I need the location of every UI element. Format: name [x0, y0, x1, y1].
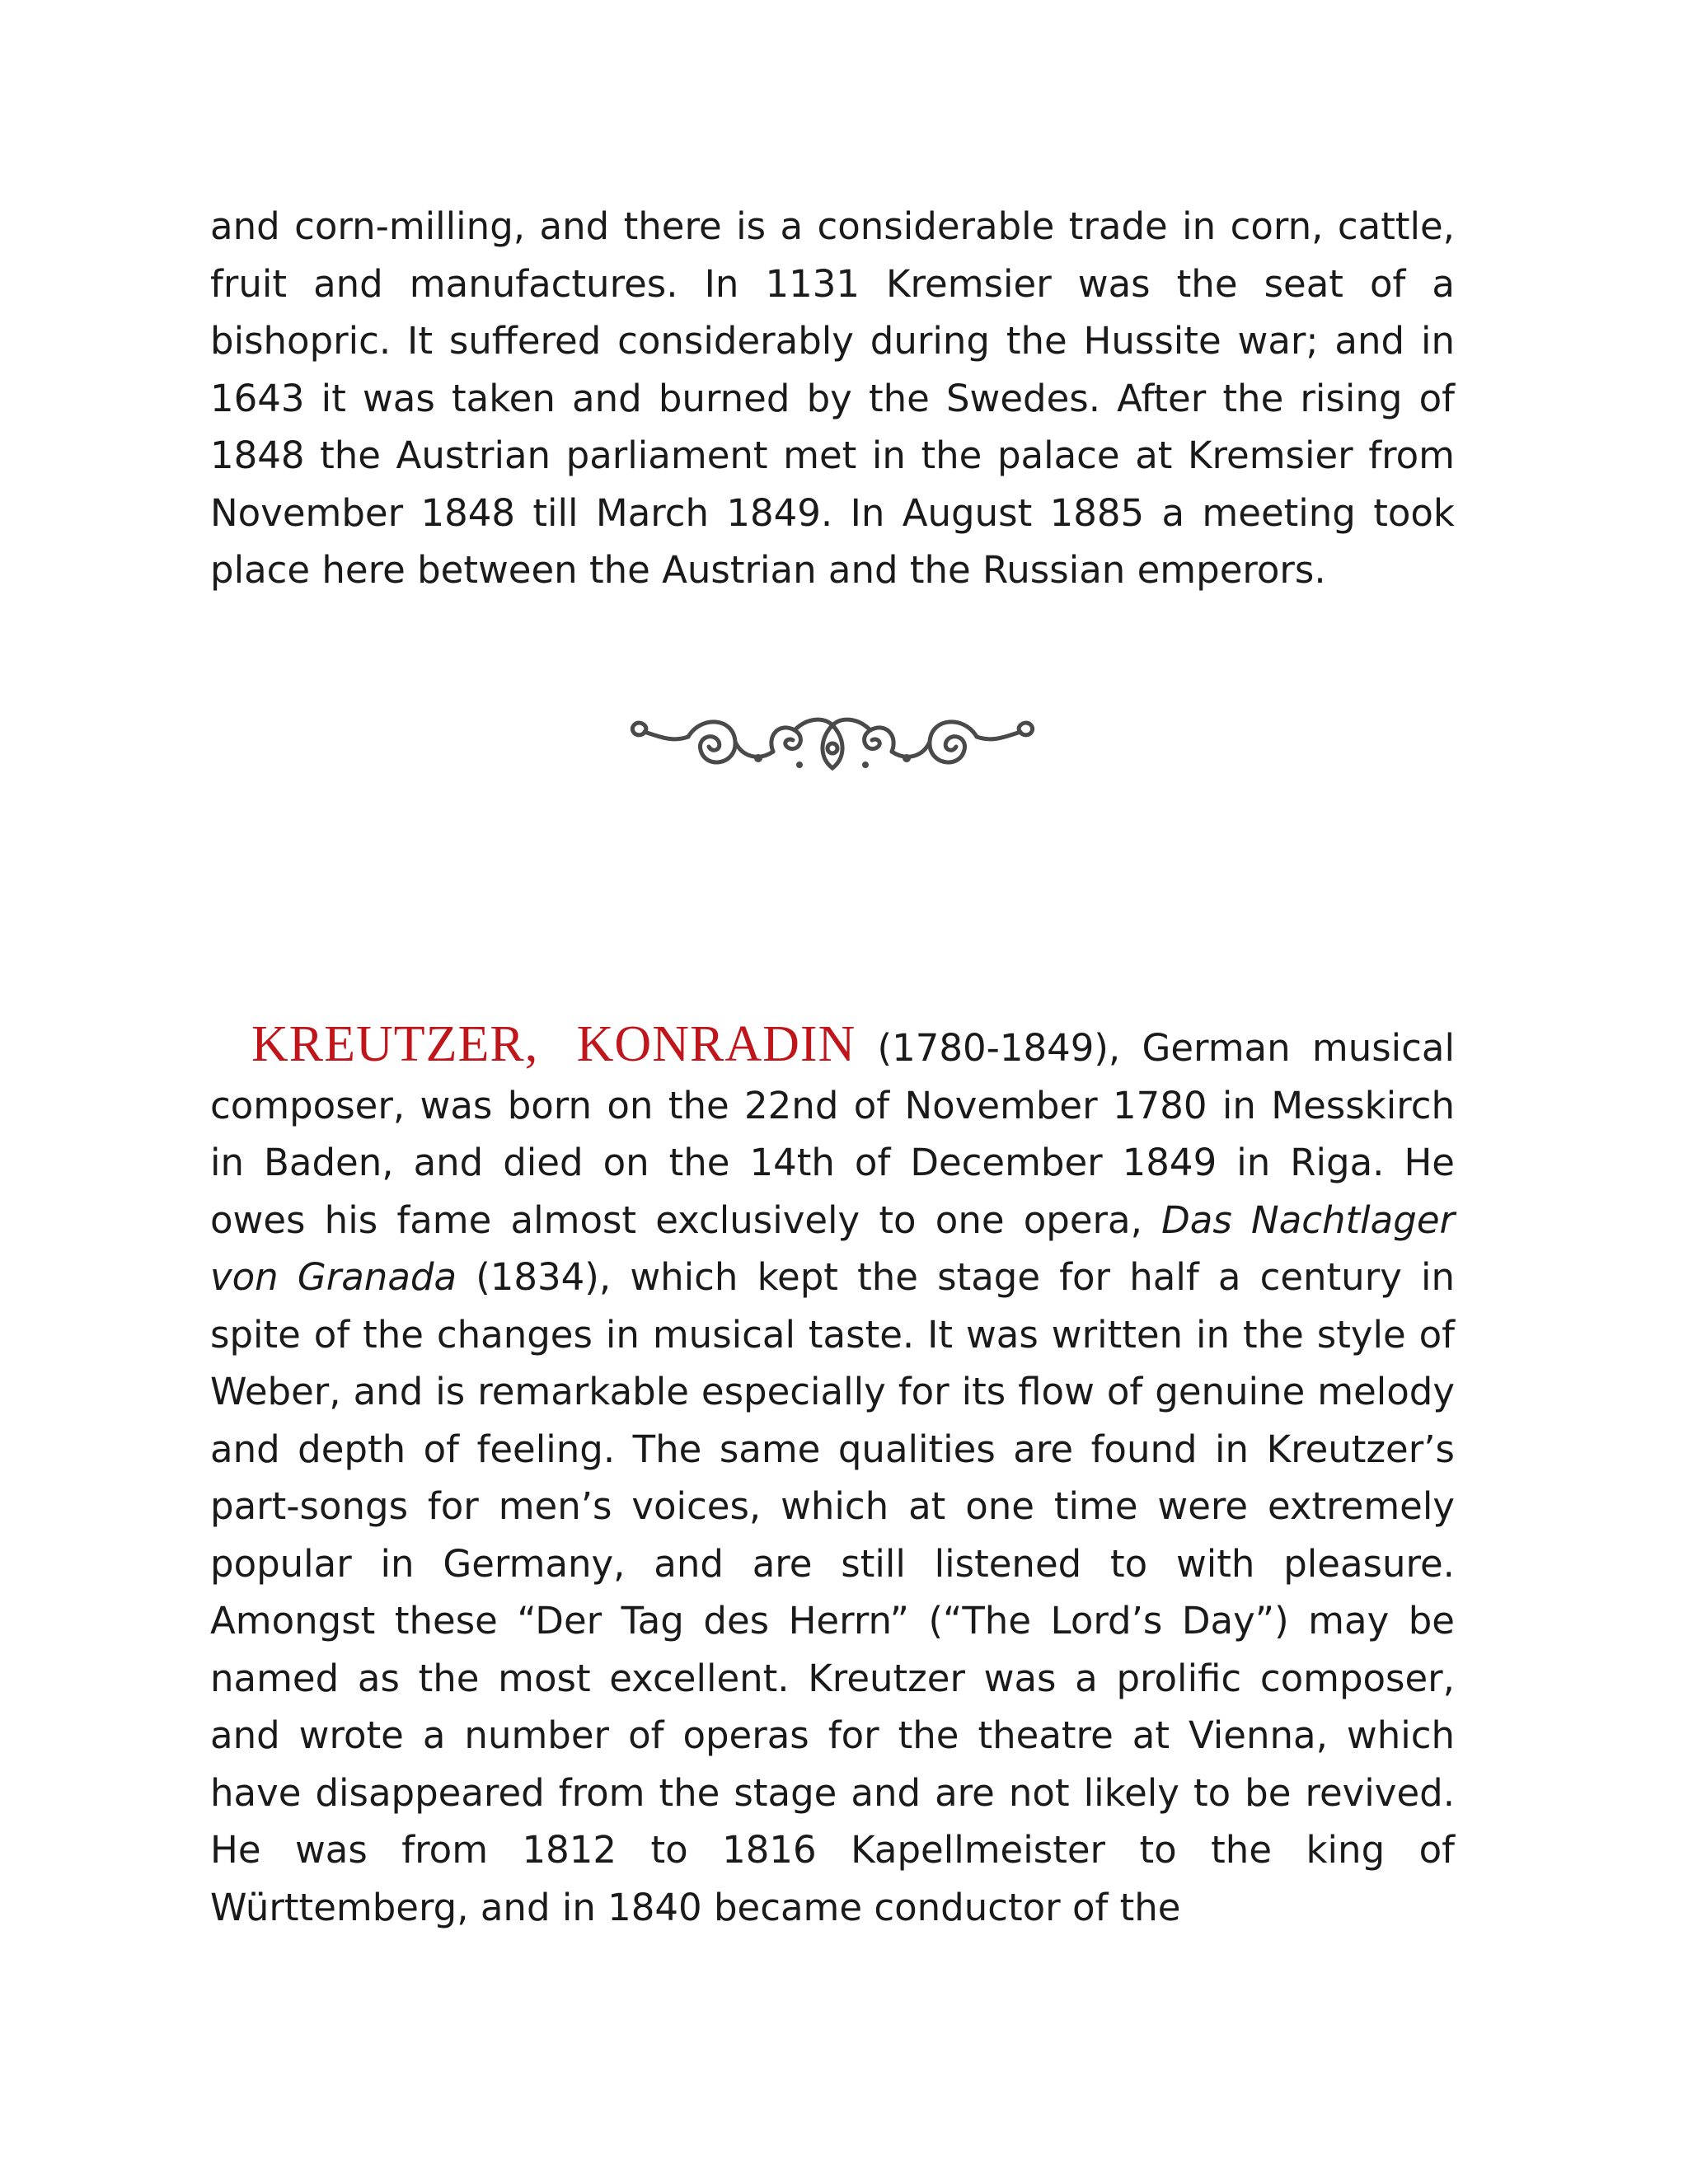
opera-title: Das Nachtlager von Granada — [210, 1197, 1456, 1299]
entry-intro-text: (1780-1849), German musical composer, was born on the 22nd of November 1780 in Messkirch in Baden, and died on the 14th of December 1849 in Riga. He owes his fame almost exclusively to one opera, — [210, 1026, 1455, 1242]
entry-body-text: (1834), which kept the stage for half a century in spite of the changes in musical taste. It was written in the style of Weber, and is remarkable especially for its flow of genuine melody and depth of feeling. The same qualities are found in Kreutzer’s part-songs for men’s voices, which at one time were extremely popular in Germany, and are still listened to with pleasure. Amongst these “Der Tag des Herrn” (“The Lord’s Day”) may be named as the most excellent. Kreutzer was a prolific composer, and wrote a number of operas for the theatre at Vienna, which have disappeared from the stage and are not likely to be revived. He was from 1812 to 1816 Kapellmeister to the king of Württemberg, and in 1840 became conductor of the — [210, 1255, 1456, 1929]
flourish-divider-icon — [626, 699, 1039, 798]
entry-kreutzer — [210, 1016, 1455, 1936]
paragraph-kremsier: and corn-milling, and there is a considerable trade in corn, cattle, fruit and manufactures. In 1131 Kremsier was the seat of a bishopric. It suffered considerably during the Hussite war; and in 1643 it was taken and burned by the Swedes. After the rising of 1848 the Austrian parliament met in the palace at Kremsier from November 1848 till March 1849. In August 1885 a meeting took place here between the Austrian and the Russian emperors. — [210, 204, 1455, 592]
entry-heading: KREUTZER, KONRADIN — [251, 1016, 856, 1072]
